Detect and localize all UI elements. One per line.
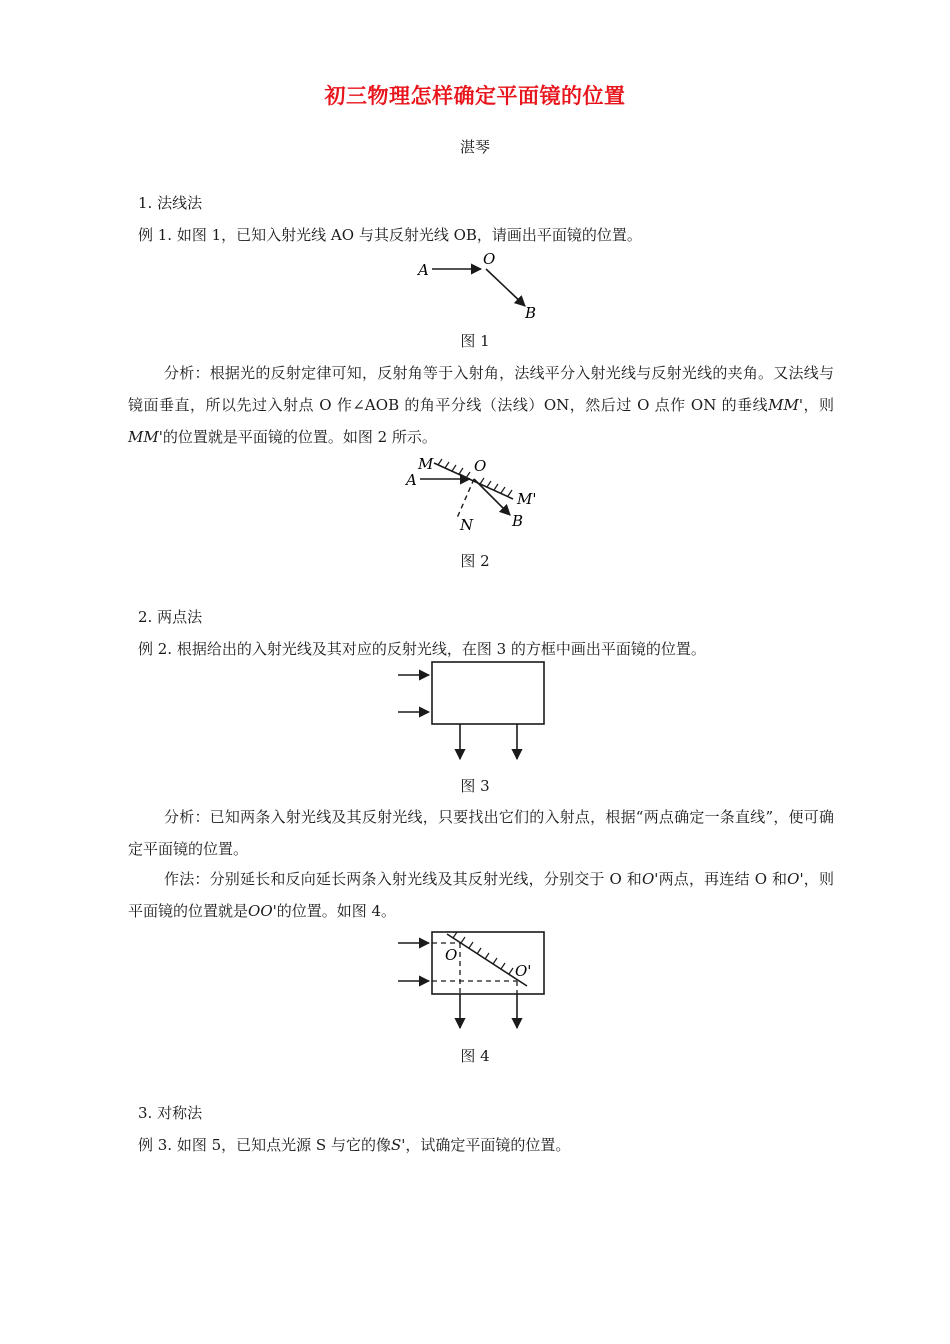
o-prime-2: O' [787, 870, 804, 888]
example1-text: 例 1. 如图 1，已知入射光线 AO 与其反射光线 OB，请画出平面镜的位置。 [138, 226, 642, 244]
section2-heading: 2. 两点法 [138, 608, 203, 626]
method-2-c: ，则平面镜的位置就是 [128, 870, 834, 920]
analysis-1-c: 的位置就是平面镜的位置。如图 2 所示。 [162, 428, 437, 446]
method-2 [128, 863, 834, 927]
figure-1 [410, 250, 550, 324]
page-title: 初三物理怎样确定平面镜的位置 [324, 84, 626, 108]
example3-b: ，试确定平面镜的位置。 [405, 1136, 571, 1154]
section1-heading: 1. 法线法 [138, 194, 203, 212]
example2-text: 例 2. 根据给出的入射光线及其对应的反射光线，在图 3 的方框中画出平面镜的位置。 [138, 640, 706, 658]
label-o-prime: O' [515, 962, 532, 980]
normal-line [457, 479, 474, 518]
example3-text [138, 1134, 570, 1155]
analysis-2: 分析：已知两条入射光线及其反射光线，只要找出它们的入射点，根据“两点确定一条直线”，便可确定平面镜的位置。 [128, 808, 834, 858]
method-2-a: 作法：分别延长和反向延长两条入射光线及其反射光线，分别交于 O 和 [164, 870, 642, 888]
label-m: M [418, 455, 434, 473]
method-2-d: 的位置。如图 4。 [276, 902, 397, 920]
mm-1: MM' [768, 396, 803, 414]
label-n: N [460, 516, 474, 534]
figure-4-caption: 图 4 [460, 1047, 490, 1065]
figure-1-caption: 图 1 [460, 332, 490, 350]
analysis-1-b: ，则 [802, 396, 834, 414]
figure-4 [395, 928, 555, 1032]
o-prime-1: O' [641, 870, 659, 888]
figure-3-caption: 图 3 [460, 777, 490, 795]
analysis-1 [128, 357, 834, 453]
method-2-b: 两点，再连结 O 和 [658, 870, 788, 888]
mm-2: MM' [128, 428, 163, 446]
analysis-1-a: 分析：根据光的反射定律可知，反射角等于入射角，法线平分入射光线与反射光线的夹角。又法线与镜面垂直，所以先过入射点 O 作∠AOB 的角平分线（法线）ON，然后过 O 点作 ON 的垂线 [128, 364, 834, 414]
mirror-hatch [453, 932, 513, 974]
s-prime: S' [390, 1136, 406, 1154]
example3-a: 例 3. 如图 5，已知点光源 S 与它的像 [138, 1136, 391, 1154]
label-m-prime: M' [517, 490, 537, 508]
figure-2-caption: 图 2 [460, 552, 490, 570]
label-o2: O [474, 457, 487, 475]
label-o: O [483, 250, 496, 268]
figure-3 [395, 660, 555, 764]
label-b2: B [512, 512, 524, 530]
ray-ob [486, 269, 525, 306]
box [432, 662, 544, 724]
label-o: O [445, 946, 458, 964]
label-a: A [418, 261, 429, 279]
label-a2: A [406, 471, 417, 489]
oo-prime: OO' [248, 902, 277, 920]
author: 湛琴 [459, 138, 490, 156]
figure-2 [400, 452, 550, 536]
section3-heading: 3. 对称法 [138, 1104, 203, 1122]
label-b: B [525, 304, 537, 322]
reflected-ray [474, 479, 510, 515]
